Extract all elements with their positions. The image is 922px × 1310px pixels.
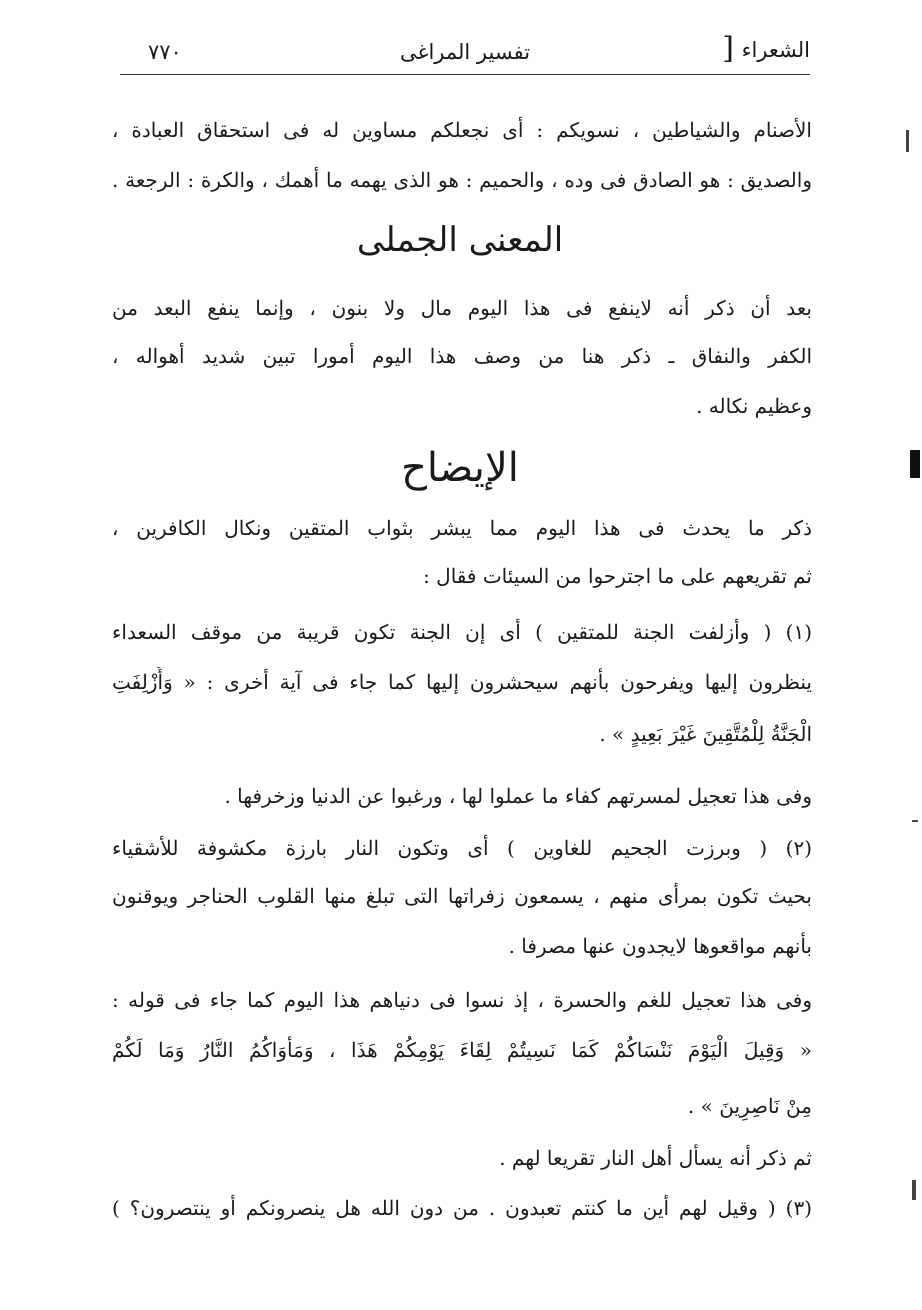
vocab-line: والصديق : هو الصادق فى وده ، والحميم : هو الذى يهمه ما أهمك ، والكرة : الرجعة .	[112, 168, 812, 192]
scan-mark	[906, 130, 909, 152]
explanation-line: « وَقِيلَ الْيَوْمَ نَنْسَاكُمْ كَمَا نَسِيتُمْ لِقَاءَ يَوْمِكُمْ هَذَا ، وَمَأْوَاكُمُ النَّارُ وَمَا لَكُمْ	[112, 1038, 812, 1062]
section-heading-explanation: الإيضاح	[401, 445, 519, 491]
explanation-line: ثم تقريعهم على ما اجترحوا من السيئات فقال :	[423, 564, 812, 588]
surah-name: الشعراء	[741, 38, 810, 62]
explanation-line: وفى هذا تعجيل للغم والحسرة ، إذ نسوا فى دنياهم هذا اليوم كما جاء فى قوله :	[112, 988, 812, 1012]
section-heading-summary: المعنى الجملى	[356, 220, 564, 260]
explanation-line: (١) ( وأزلفت الجنة للمتقين ) أى إن الجنة تكون قريبة من موقف السعداء	[112, 620, 812, 644]
book-title: تفسير المراغى	[399, 40, 531, 64]
explanation-line: بأنهم مواقعوها لايجدون عنها مصرفا .	[508, 934, 812, 958]
scan-mark	[912, 820, 918, 822]
page-header	[120, 32, 810, 75]
summary-line: بعد أن ذكر أنه لاينفع فى هذا اليوم مال ولا بنون ، وإنما ينفع البعد من	[112, 296, 812, 320]
explanation-line: (٣) ( وقيل لهم أين ما كنتم تعبدون . من دون الله هل ينصرونكم أو ينتصرون؟ )	[112, 1196, 812, 1220]
explanation-line: ذكر ما يحدث فى هذا اليوم مما يبشر بثواب المتقين ونكال الكافرين ،	[112, 516, 812, 540]
vocab-line: الأصنام والشياطين ، نسويكم : أى نجعلكم مساوين له فى استحقاق العبادة ،	[112, 118, 812, 142]
explanation-line: ينظرون إليها ويفرحون بأنهم سيحشرون إليها كما جاء فى آية أخرى : « وَأُزْلِفَتِ	[112, 670, 812, 694]
scan-mark	[910, 450, 920, 478]
explanation-line: (٢) ( وبرزت الجحيم للغاوين ) أى وتكون النار بارزة مكشوفة للأشقياء	[112, 836, 812, 860]
summary-line: وعظيم نكاله .	[696, 394, 812, 418]
summary-line: الكفر والنفاق ـ ذكر هنا من وصف هذا اليوم أمورا تبين شديد أهواله ،	[112, 344, 812, 368]
page-number: ٧٧٠	[148, 40, 182, 64]
header-bracket: ]	[722, 31, 734, 66]
explanation-line: الْجَنَّةُ لِلْمُتَّقِينَ غَيْرَ بَعِيدٍ » .	[599, 722, 812, 746]
explanation-line: بحيث تكون بمرأى منهم ، يسمعون زفراتها التى تبلغ منها القلوب الحناجر ويوقنون	[112, 884, 812, 908]
explanation-line: وفى هذا تعجيل لمسرتهم كفاء ما عملوا لها ، ورغبوا عن الدنيا وزخرفها .	[224, 784, 812, 808]
explanation-line: ثم ذكر أنه يسأل أهل النار تقريعا لهم .	[499, 1146, 812, 1170]
explanation-line: مِنْ نَاصِرِينَ » .	[687, 1094, 812, 1118]
scan-mark	[912, 1180, 916, 1200]
